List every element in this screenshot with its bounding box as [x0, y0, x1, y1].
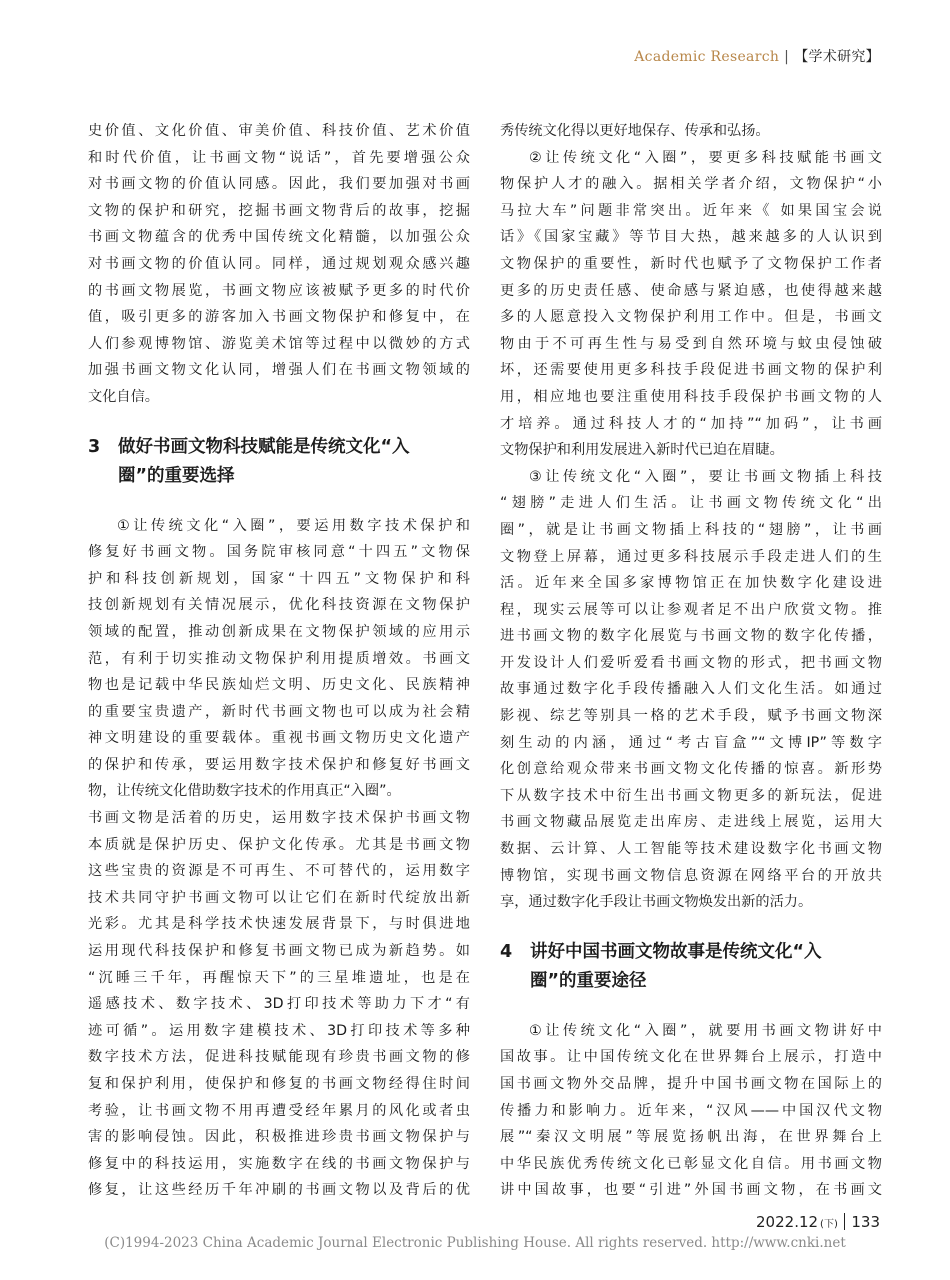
- text-line: 对书画文物的价值认同感。因此，我们要加强对书画: [88, 176, 470, 193]
- paragraph: [500, 145, 882, 464]
- section-title-line: 讲好中国书画文物故事是传统文化“入: [530, 941, 822, 962]
- text-line: 技创新规划有关情况展示，优化科技资源在文物保护: [88, 597, 470, 614]
- text-line: 讲中国故事，也要“引进”外国书画文物，在书画文: [500, 1182, 882, 1199]
- text-line: 数据、云计算、人工智能等技术建设数字化书画文物: [500, 841, 882, 858]
- issue-half: (下): [820, 1219, 838, 1230]
- text-line: 修复好书画文物。国务院审核同意“十四五”文物保: [88, 544, 470, 561]
- text-line: 影视、综艺等别具一格的艺术手段，赋予书画文物深: [500, 708, 882, 725]
- text-line: “翅膀”走进人们生活。让书画文物传统文化“出: [500, 495, 882, 512]
- header-divider: |: [784, 49, 790, 65]
- text-line: 书画文物藏品展览走出库房、走进线上展览，运用大: [500, 814, 882, 831]
- text-line: 迹可循”。运用数字建模技术、3D打印技术等多种: [88, 1022, 470, 1039]
- text-line: 中华民族优秀传统文化已彰显文化自信。用书画文物: [500, 1155, 882, 1172]
- text-line: 值，吸引更多的游客加入书画文物保护和修复中，在: [88, 309, 470, 326]
- section-heading-3: [88, 433, 470, 491]
- paragraph: [88, 118, 470, 411]
- section-number: 3: [88, 436, 101, 457]
- footer-divider: [844, 1213, 846, 1230]
- text-line: 故事通过数字化手段传播融入人们文化生活。如通过: [500, 681, 882, 698]
- text-line: 下从数字技术中衍生出书画文物更多的新玩法，促进: [500, 787, 882, 804]
- text-line: 文化自信。: [88, 388, 159, 405]
- text-line: “沉睡三千年，再醒惊天下”的三星堆遗址，也是在: [88, 969, 470, 986]
- text-line: 程，现实云展等可以让参观者足不出户欣赏文物。推: [500, 601, 882, 618]
- section-title-line: 圈”的重要选择: [118, 465, 235, 486]
- page-number: 133: [851, 1213, 880, 1231]
- section-number: 4: [500, 941, 513, 962]
- text-line: 的保护和传承，要运用数字技术保护和修复好书画文: [88, 756, 470, 773]
- text-line: 技术共同守护书画文物可以让它们在新时代绽放出新: [88, 889, 470, 906]
- text-line: 用，相应地也要注重使用科技手段保护书画文物的人: [500, 388, 882, 405]
- text-line: 圈”，就是让书画文物插上科技的“翅膀”，让书画: [500, 521, 882, 538]
- page-footer: [756, 1213, 880, 1231]
- text-line: 进书画文物的数字化展览与书画文物的数字化传播，: [500, 628, 882, 645]
- paragraph: [500, 118, 882, 145]
- text-line: 活。近年来全国多家博物馆正在加快数字化建设进: [500, 575, 882, 592]
- text-line: 传播力和影响力。近年来，“汉风——中国汉代文物: [500, 1102, 882, 1119]
- text-line: 的重要宝贵遗产，新时代书画文物也可以成为社会精: [88, 703, 470, 720]
- text-line: 物保护人才的融入。据相关学者介绍，文物保护“小: [500, 176, 882, 193]
- text-line: 神文明建设的重要载体。重视书画文物历史文化遗产: [88, 730, 470, 747]
- text-line: 对书画文物的价值认同。同样，通过规划观众感兴趣: [88, 255, 470, 272]
- paragraph: [500, 464, 882, 916]
- text-line: 国书画文物外交品牌，提升中国书画文物在国际上的: [500, 1076, 882, 1092]
- text-line: 多的人愿意投入文物保护利用工作中。但是，书画文: [500, 309, 882, 326]
- text-line: 开发设计人们爱听爱看书画文物的形式，把书画文物: [500, 654, 882, 671]
- text-line: 复和保护利用，使保护和修复的书画文物经得住时间: [88, 1076, 470, 1092]
- issue-date: 2022.12: [756, 1213, 819, 1231]
- text-line: ①让传统文化“入圈”，要运用数字技术保护和: [117, 517, 470, 534]
- left-column: [88, 118, 470, 1204]
- journal-name: Academic Research: [634, 49, 780, 65]
- text-line: 运用现代科技保护和修复书画文物已成为新趋势。如: [88, 943, 470, 960]
- text-line: 物也是记载中华民族灿烂文明、历史文化、民族精神: [88, 677, 470, 694]
- text-line: 范，有利于切实推动文物保护利用提质增效。书画文: [88, 650, 470, 667]
- text-line: 护和科技创新规划，国家“十四五”文物保护和科: [88, 570, 470, 587]
- text-line: 修复中的科技运用，实施数字在线的书画文物保护与: [88, 1155, 470, 1172]
- text-line: 考验，让书画文物不用再遭受经年累月的风化或者虫: [88, 1102, 470, 1119]
- section-title-line: 圈”的重要途径: [530, 970, 647, 991]
- text-line: 才培养。通过科技人才的“加持”“加码”，让书画: [500, 415, 882, 432]
- text-line: ②让传统文化“入圈”，要更多科技赋能书画文: [529, 149, 882, 166]
- text-line: 文物登上屏幕，通过更多科技展示手段走进人们的生: [500, 548, 882, 565]
- text-line: 话》《国家宝藏》等节目大热，越来越多的人认识到: [500, 229, 882, 246]
- section-heading-4: [500, 938, 882, 996]
- running-header: [634, 46, 880, 66]
- section-label: 【学术研究】: [794, 49, 880, 65]
- right-column: [500, 118, 882, 1204]
- text-line: 马拉大车”问题非常突出。近年来《 如果国宝会说: [500, 202, 882, 219]
- text-line: 物由于不可再生性与易受到自然环境与蚊虫侵蚀破: [500, 335, 882, 352]
- text-line: 文物保护和利用发展进入新时代已迫在眉睫。: [500, 442, 784, 459]
- text-line: 展”“秦汉文明展”等展览扬帆出海，在世界舞台上: [500, 1129, 882, 1146]
- paragraph: [88, 513, 470, 1204]
- text-line: ③让传统文化“入圈”，要让书画文物插上科技: [529, 468, 882, 485]
- text-line: 博物馆，实现书画文物信息资源在网络平台的开放共: [500, 867, 882, 884]
- text-line: 数字技术方法，促进科技赋能现有珍贵书画文物的修: [88, 1049, 470, 1066]
- text-line: 修复，让这些经历千年冲刷的书画文物以及背后的优: [88, 1182, 470, 1199]
- text-line: 更多的历史责任感、使命感与紧迫感，也使得越来越: [500, 282, 882, 299]
- text-line: 史价值、文化价值、审美价值、科技价值、艺术价值: [88, 123, 470, 139]
- text-line: 遥感技术、数字技术、3D打印技术等助力下才“有: [88, 996, 470, 1013]
- text-line: 国故事。让中国传统文化在世界舞台上展示，打造中: [500, 1049, 882, 1066]
- text-line: 物，让传统文化借助数字技术的作用真正“入圈”。: [88, 783, 401, 800]
- text-line: 领域的配置，推动创新成果在文物保护领域的应用示: [88, 623, 470, 640]
- text-line: 光彩。尤其是科学技术快速发展背景下，与时俱进地: [88, 916, 470, 933]
- text-line: 文物保护的重要性，新时代也赋予了文物保护工作者: [500, 255, 882, 272]
- text-line: 书画文物是活着的历史，运用数字技术保护书画文物: [88, 810, 470, 827]
- text-line: 这些宝贵的资源是不可再生、不可替代的，运用数字: [88, 863, 470, 880]
- text-line: 文物的保护和研究，挖掘书画文物背后的故事，挖掘: [88, 202, 470, 219]
- text-line: 和时代价值，让书画文物“说话”，首先要增强公众: [88, 149, 470, 166]
- text-line: ①让传统文化“入圈”，就要用书画文物讲好中: [529, 1022, 882, 1039]
- text-line: 享，通过数字化手段让书画文物焕发出新的活力。: [500, 894, 813, 911]
- text-line: 加强书画文物文化认同，增强人们在书画文物领域的: [88, 362, 470, 379]
- paragraph: [500, 1018, 882, 1204]
- copyright-notice: (C)1994-2023 China Academic Journal Electronic Publishing House. All rights reserved. http://www.cnki.net: [104, 1235, 846, 1251]
- text-line: 的书画文物展览，书画文物应该被赋予更多的时代价: [88, 282, 470, 299]
- text-line: 书画文物蕴含的优秀中国传统文化精髓，以加强公众: [88, 229, 470, 246]
- text-line: 秀传统文化得以更好地保存、传承和弘扬。: [500, 123, 770, 139]
- section-title-line: 做好书画文物科技赋能是传统文化“入: [118, 436, 410, 457]
- text-line: 坏，还需要使用更多科技手段促进书画文物的保护利: [500, 362, 882, 379]
- text-line: 害的影响侵蚀。因此，积极推进珍贵书画文物保护与: [88, 1129, 470, 1146]
- text-line: 刻生动的内涵，通过“考古盲盒”“文博IP”等数字: [500, 734, 882, 751]
- text-line: 本质就是保护历史、保护文化传承。尤其是书画文物: [88, 836, 470, 853]
- text-line: 化创意给观众带来书画文物文化传播的惊喜。新形势: [500, 761, 882, 778]
- text-line: 人们参观博物馆、游览美术馆等过程中以微妙的方式: [88, 335, 470, 352]
